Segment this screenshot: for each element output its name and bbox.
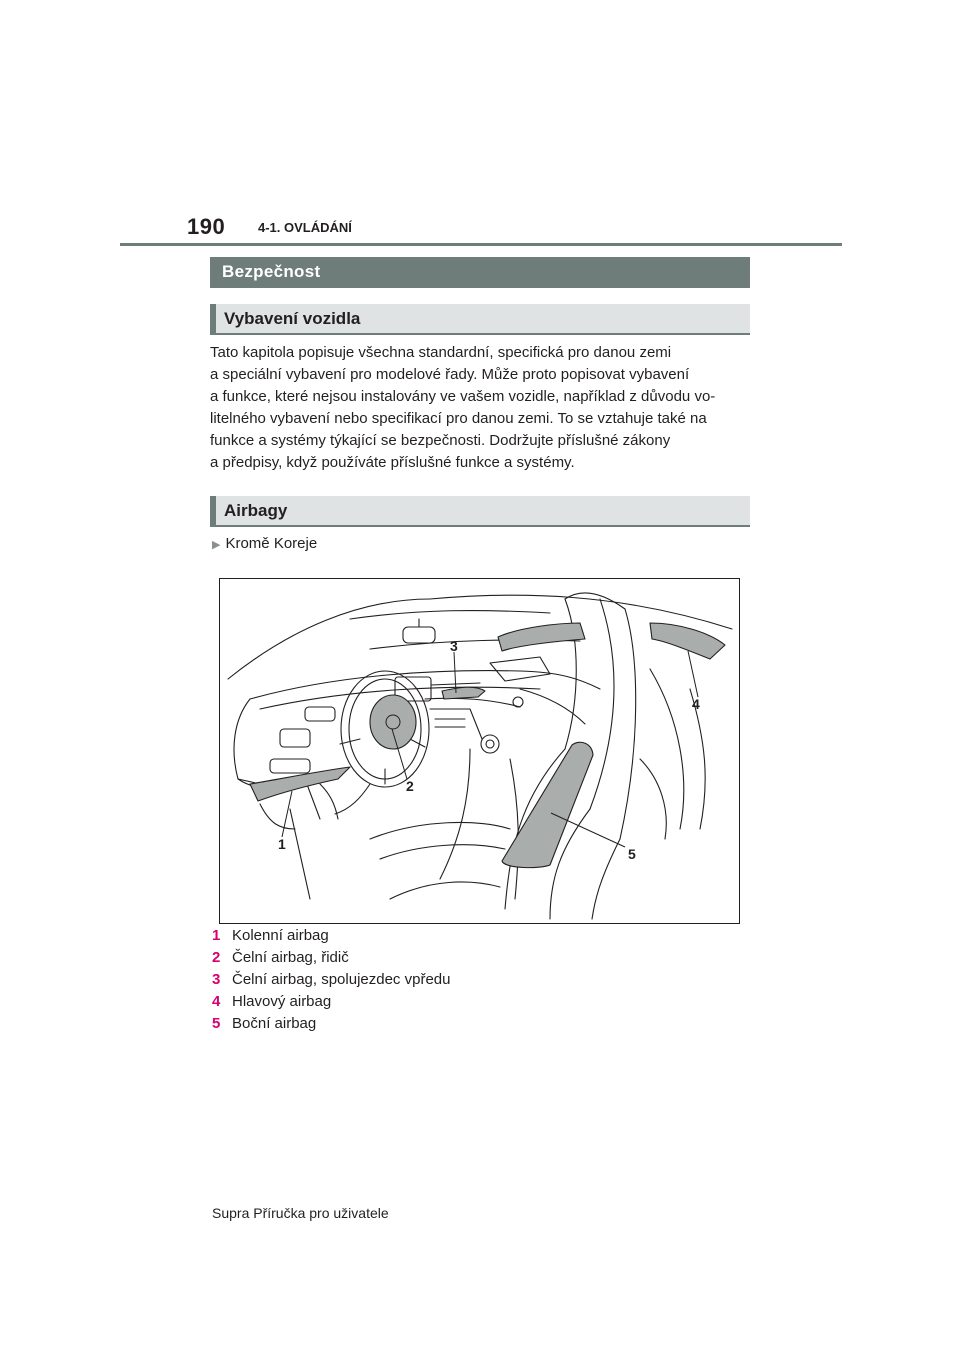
legend-item: 5 Boční airbag [212, 1015, 317, 1032]
triangle-right-icon: ▶ [212, 539, 221, 551]
airbag-illustration [219, 578, 740, 924]
legend-item: 1 Kolenní airbag [212, 927, 329, 944]
paragraph-line: a speciální vybavení pro modelové řady. Může proto popisovat vybavení [210, 366, 690, 383]
knee-airbag-shape [250, 767, 350, 801]
footer-text: Supra Příručka pro uživatele [212, 1205, 389, 1221]
section-heading-airbags: Airbagy [210, 496, 750, 527]
legend-item: 4 Hlavový airbag [212, 993, 332, 1010]
page-number: 190 [187, 214, 226, 239]
header-rule [120, 243, 842, 246]
intro-paragraph [210, 342, 755, 474]
side-airbag-shape [502, 742, 593, 867]
callout-2: 2 [406, 778, 414, 794]
paragraph-line: funkce a systémy týkající se bezpečnosti. Dodržujte příslušné zákony [210, 432, 671, 449]
page-title: Bezpečnost [210, 257, 750, 288]
paragraph-line: a předpisy, když používáte příslušné funkce a systémy. [210, 454, 575, 471]
bullet-text: Kromě Koreje [225, 535, 318, 552]
paragraph-line: Tato kapitola popisuje všechna standardní, specifická pro danou zemi [210, 344, 672, 361]
callout-1: 1 [278, 836, 286, 852]
driver-airbag-shape [370, 695, 416, 749]
paragraph-line: a funkce, které nejsou instalovány ve vašem vozidle, například z důvodu vo- [210, 388, 716, 405]
section-heading-equipment: Vybavení vozidla [210, 304, 750, 335]
callout-4: 4 [692, 696, 700, 712]
curtain-airbag-shape [498, 623, 585, 651]
callout-5: 5 [628, 846, 636, 862]
passenger-airbag-shape [442, 687, 485, 699]
airbag-legend [212, 925, 450, 1035]
curtain-airbag-rear-shape [650, 623, 725, 659]
bullet-item [212, 535, 317, 552]
callout-3: 3 [450, 638, 458, 654]
paragraph-line: litelného vybavení nebo specifikací pro danou zemi. To se vztahuje také na [210, 410, 707, 427]
legend-item: 3 Čelní airbag, spolujezdec vpředu [212, 971, 451, 988]
legend-item: 2 Čelní airbag, řidič [212, 949, 349, 966]
section-label: 4-1. OVLÁDÁNÍ [258, 220, 352, 235]
car-interior-drawing [220, 579, 739, 923]
